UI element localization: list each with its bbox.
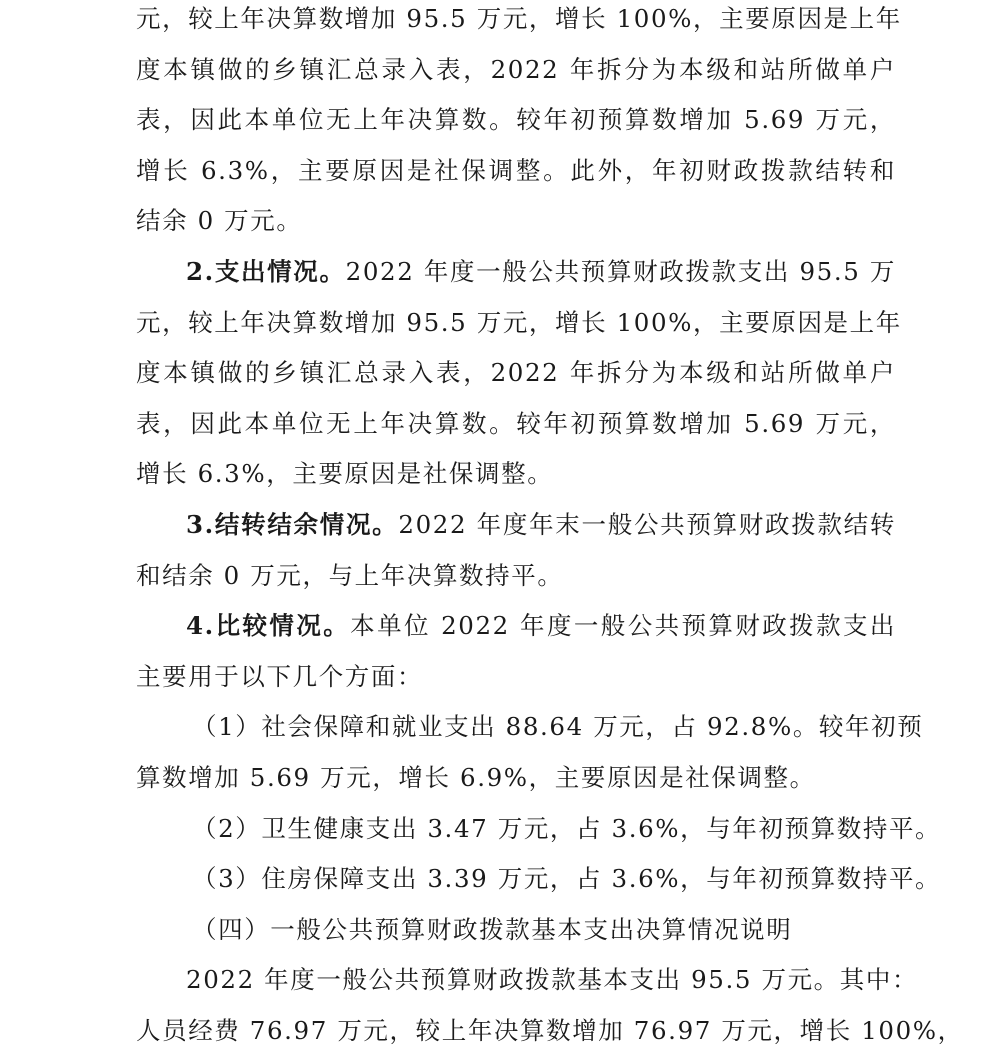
- list-item-housing: （3）住房保障支出 3.39 万元，占 3.6%，与年初预算数持平。: [192, 864, 942, 894]
- paragraph-line: 和结余 0 万元，与上年决算数持平。: [136, 560, 564, 590]
- paragraph-line: 2022 年度一般公共预算财政拨款基本支出 95.5 万元。其中：: [186, 965, 919, 995]
- section-comparison-first-line: [136, 601, 896, 652]
- paragraph-line: 元，较上年决算数增加 95.5 万元，增长 100%，主要原因是上年: [136, 307, 902, 337]
- paragraph-text: 2022 年度一般公共预算财政拨款支出 95.5 万: [345, 256, 896, 286]
- paragraph-line: 元，较上年决算数增加 95.5 万元，增长 100%，主要原因是上年: [136, 4, 902, 33]
- section-heading-carryover: 3.结转结余情况。: [186, 509, 399, 539]
- section-heading-comparison: 4.比较情况。: [186, 611, 351, 641]
- paragraph-line: 主要用于以下几个方面：: [136, 661, 424, 691]
- paragraph-line: 表，因此本单位无上年决算数。较年初预算数增加 5.69 万元，: [136, 408, 896, 438]
- paragraph-text: 本单位 2022 年度一般公共预算财政拨款支出: [350, 611, 896, 641]
- list-item-social-security-cont: 算数增加 5.69 万元，增长 6.9%，主要原因是社保调整。: [136, 762, 816, 792]
- section-carryover-first-line: [136, 500, 896, 551]
- section-heading-expenditure: 2.支出情况。: [186, 256, 346, 286]
- paragraph-line: 增长 6.3%，主要原因是社保调整。: [136, 459, 554, 489]
- paragraph-line: 增长 6.3%，主要原因是社保调整。此外，年初财政拨款结转和: [136, 155, 896, 185]
- list-item-social-security: （1）社会保障和就业支出 88.64 万元，占 92.8%。较年初预: [192, 712, 924, 742]
- paragraph-line: 度本镇做的乡镇汇总录入表，2022 年拆分为本级和站所做单户: [136, 358, 896, 388]
- section-heading-basic-expenditure: （四）一般公共预算财政拨款基本支出决算情况说明: [192, 914, 793, 944]
- paragraph-line: 表，因此本单位无上年决算数。较年初预算数增加 5.69 万元，: [136, 105, 896, 135]
- section-expenditure-first-line: [136, 247, 896, 298]
- paragraph-text: 2022 年度年末一般公共预算财政拨款结转: [398, 509, 896, 539]
- list-item-health: （2）卫生健康支出 3.47 万元，占 3.6%，与年初预算数持平。: [192, 813, 942, 843]
- document-page: [136, 0, 964, 1056]
- paragraph-line: 结余 0 万元。: [136, 206, 303, 236]
- paragraph-line: 人员经费 76.97 万元，较上年决算数增加 76.97 万元，增长 100%，: [136, 1015, 964, 1045]
- paragraph-line: 度本镇做的乡镇汇总录入表，2022 年拆分为本级和站所做单户: [136, 54, 896, 84]
